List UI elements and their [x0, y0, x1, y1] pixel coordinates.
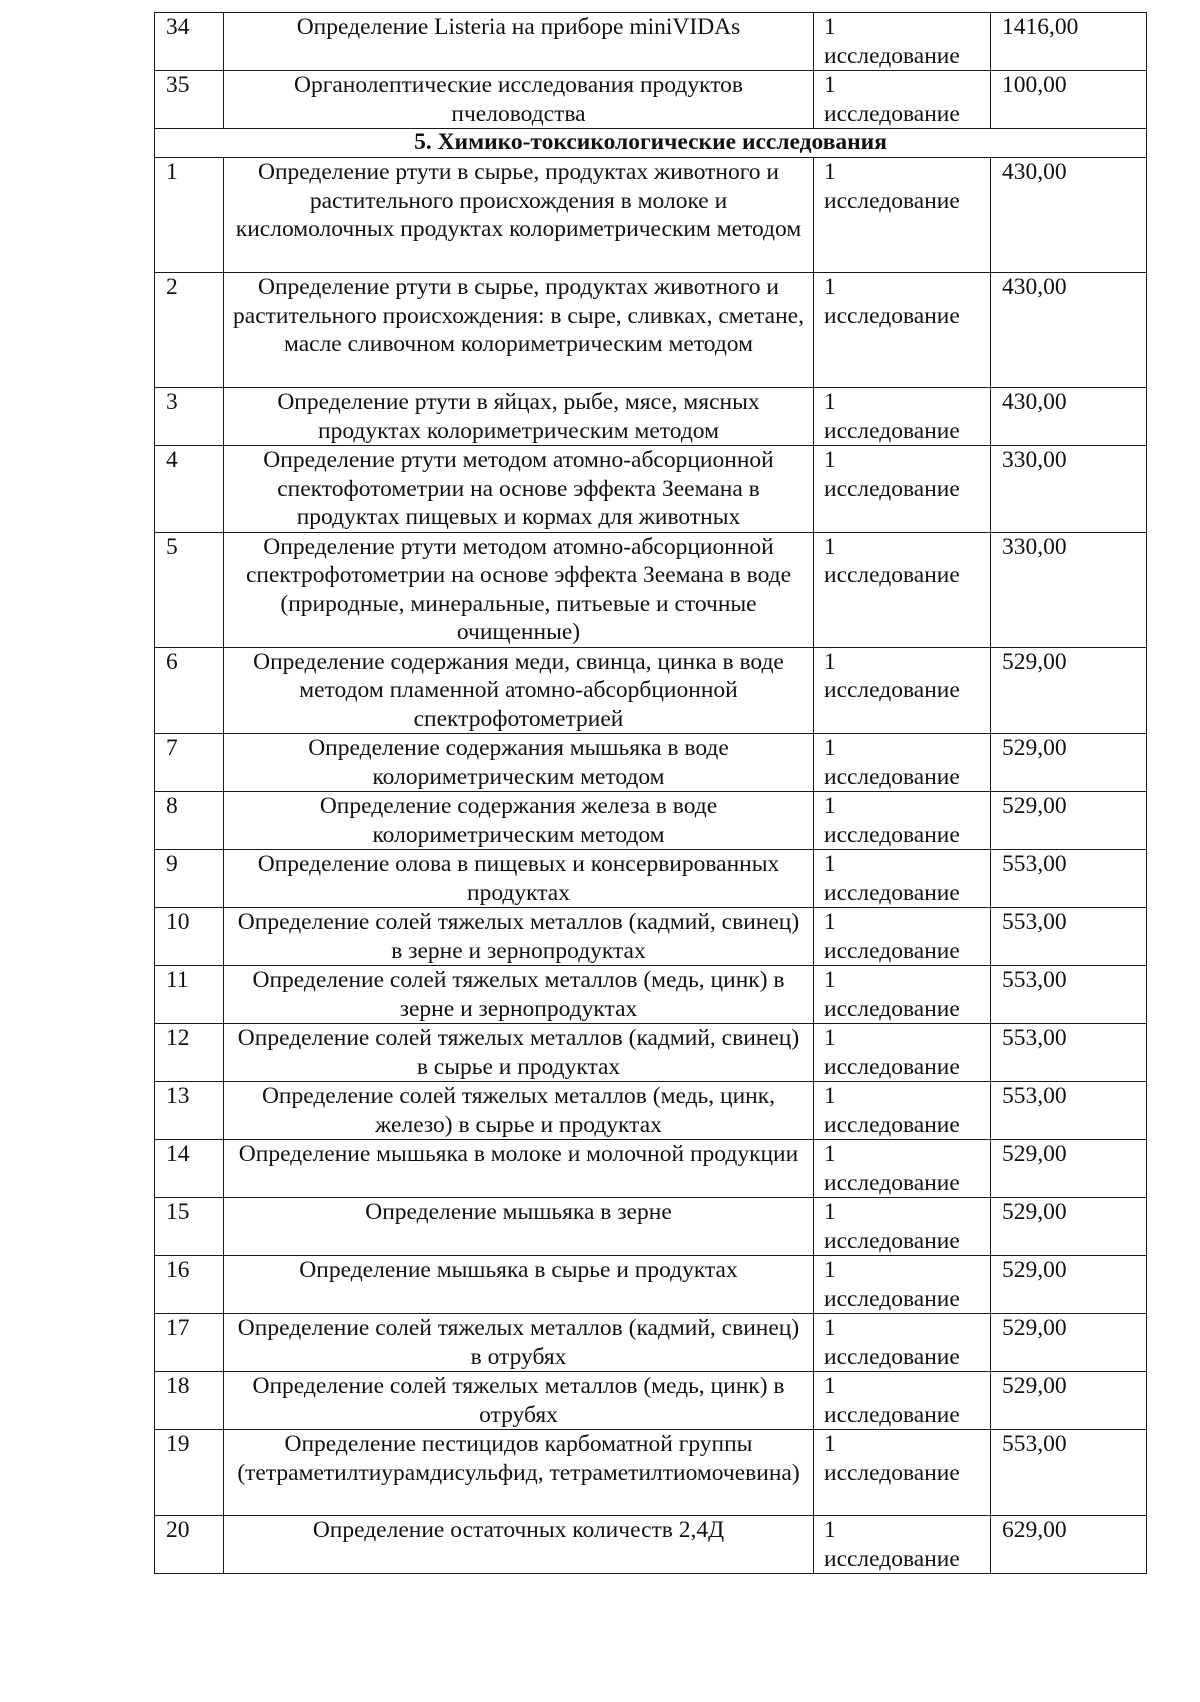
- unit-label: исследование: [824, 1169, 960, 1196]
- unit-quantity: 1: [824, 533, 836, 560]
- unit-label: исследование: [824, 879, 960, 906]
- price: 529,00: [991, 734, 1147, 792]
- unit-quantity: 1: [824, 1373, 836, 1399]
- price-list-table: [154, 12, 1147, 1574]
- table-row: [155, 908, 1147, 966]
- price: 553,00: [991, 850, 1147, 908]
- row-number: 35: [155, 71, 224, 129]
- service-name: Определение солей тяжелых металлов (медь, цинк) в зерне и зернопродуктах: [224, 966, 814, 1024]
- table-row: [155, 1516, 1147, 1574]
- service-name: Определение мышьяка в зерне: [224, 1198, 814, 1256]
- unit-label: исследование: [824, 475, 960, 502]
- row-number: 9: [155, 850, 224, 908]
- price: 553,00: [991, 1430, 1147, 1516]
- row-number: 12: [155, 1024, 224, 1082]
- row-number: 3: [155, 388, 224, 446]
- unit-quantity: 1: [824, 735, 836, 761]
- table-row: [155, 13, 1147, 71]
- unit-cell: [814, 734, 991, 792]
- unit-cell: [814, 908, 991, 966]
- table-row: [155, 1024, 1147, 1082]
- service-name: Определение солей тяжелых металлов (медь, цинк) в отрубях: [224, 1372, 814, 1430]
- unit-quantity: 1: [824, 793, 836, 819]
- unit-cell: [814, 1430, 991, 1516]
- unit-cell: [814, 792, 991, 850]
- row-number: 34: [155, 13, 224, 71]
- service-name: Определение ртути в сырье, продуктах животного и растительного происхождения: в сыре, сливках, сметане, масле сливочном колориметрическим методом: [224, 273, 814, 388]
- unit-quantity: 1: [824, 1431, 836, 1457]
- service-name: Определение мышьяка в сырье и продуктах: [224, 1256, 814, 1314]
- row-number: 6: [155, 647, 224, 734]
- unit-cell: [814, 1140, 991, 1198]
- unit-quantity: 1: [824, 909, 836, 935]
- unit-quantity: 1: [824, 1315, 836, 1341]
- unit-cell: [814, 532, 991, 647]
- unit-quantity: 1: [824, 14, 836, 40]
- unit-label: исследование: [824, 187, 960, 214]
- service-name: Определение ртути методом атомно-абсорционной спектрофотометрии на основе эффекта Зеемана в воде (природные, минеральные, питьевые и сточные очищенные): [224, 532, 814, 647]
- unit-label: исследование: [824, 1401, 960, 1428]
- table-row: [155, 446, 1147, 533]
- table-row: [155, 792, 1147, 850]
- unit-label: исследование: [824, 42, 960, 69]
- unit-quantity: 1: [824, 72, 836, 98]
- unit-quantity: 1: [824, 1257, 836, 1283]
- unit-label: исследование: [824, 302, 960, 329]
- row-number: 17: [155, 1314, 224, 1372]
- price: 529,00: [991, 647, 1147, 734]
- unit-cell: [814, 1372, 991, 1430]
- unit-label: исследование: [824, 1053, 960, 1080]
- row-number: 20: [155, 1516, 224, 1574]
- table-row: [155, 388, 1147, 446]
- unit-cell: [814, 647, 991, 734]
- price: 629,00: [991, 1516, 1147, 1574]
- unit-quantity: 1: [824, 1025, 836, 1051]
- service-name: Определение ртути в сырье, продуктах животного и растительного происхождения в молоке и кисломолочных продуктах колориметрическим методом: [224, 158, 814, 273]
- row-number: 1: [155, 158, 224, 273]
- unit-quantity: 1: [824, 1199, 836, 1225]
- table-row: [155, 532, 1147, 647]
- row-number: 8: [155, 792, 224, 850]
- unit-label: исследование: [824, 1343, 960, 1370]
- unit-quantity: 1: [824, 1083, 836, 1109]
- table-row: [155, 158, 1147, 273]
- unit-label: исследование: [824, 995, 960, 1022]
- price: 529,00: [991, 1140, 1147, 1198]
- unit-label: исследование: [824, 677, 960, 703]
- table-row: [155, 1082, 1147, 1140]
- service-name: Определение Listeria на приборе miniVIDAs: [224, 13, 814, 71]
- price: 430,00: [991, 158, 1147, 273]
- service-name: Определение пестицидов карбоматной группы (тетраметилтиурамдисульфид, тетраметилтиомочевина): [224, 1430, 814, 1516]
- service-name: Определение солей тяжелых металлов (медь, цинк, железо) в сырье и продуктах: [224, 1082, 814, 1140]
- unit-quantity: 1: [824, 967, 836, 993]
- unit-cell: [814, 966, 991, 1024]
- unit-cell: [814, 1024, 991, 1082]
- table-row: [155, 1198, 1147, 1256]
- table-row: [155, 734, 1147, 792]
- unit-cell: [814, 1082, 991, 1140]
- unit-quantity: 1: [824, 159, 836, 185]
- unit-label: исследование: [824, 1227, 960, 1254]
- unit-quantity: 1: [824, 851, 836, 877]
- service-name: Определение остаточных количеств 2,4Д: [224, 1516, 814, 1574]
- price: 529,00: [991, 1314, 1147, 1372]
- service-name: Органолептические исследования продуктов пчеловодства: [224, 71, 814, 129]
- unit-cell: [814, 388, 991, 446]
- row-number: 14: [155, 1140, 224, 1198]
- unit-quantity: 1: [824, 648, 836, 675]
- table-row: [155, 71, 1147, 129]
- price: 100,00: [991, 71, 1147, 129]
- table-row: [155, 1314, 1147, 1372]
- unit-label: исследование: [824, 821, 960, 848]
- unit-quantity: 1: [824, 1517, 836, 1543]
- unit-label: исследование: [824, 562, 960, 588]
- price: 430,00: [991, 388, 1147, 446]
- section-row: [155, 129, 1147, 158]
- price: 529,00: [991, 1372, 1147, 1430]
- price: 430,00: [991, 273, 1147, 388]
- service-name: Определение олова в пищевых и консервированных продуктах: [224, 850, 814, 908]
- table-row: [155, 966, 1147, 1024]
- price: 529,00: [991, 792, 1147, 850]
- service-name: Определение ртути методом атомно-абсорционной спектофотометрии на основе эффекта Зеемана в продуктах пищевых и кормах для животных: [224, 446, 814, 533]
- unit-quantity: 1: [824, 447, 836, 473]
- unit-cell: [814, 71, 991, 129]
- unit-cell: [814, 1198, 991, 1256]
- unit-label: исследование: [824, 100, 960, 127]
- unit-quantity: 1: [824, 389, 836, 415]
- service-name: Определение содержания мышьяка в воде колориметрическим методом: [224, 734, 814, 792]
- service-name: Определение солей тяжелых металлов (кадмий, свинец) в сырье и продуктах: [224, 1024, 814, 1082]
- table-row: [155, 273, 1147, 388]
- unit-label: исследование: [824, 1459, 960, 1486]
- price: 553,00: [991, 1082, 1147, 1140]
- price: 330,00: [991, 446, 1147, 533]
- unit-cell: [814, 1314, 991, 1372]
- service-name: Определение солей тяжелых металлов (кадмий, свинец) в отрубях: [224, 1314, 814, 1372]
- service-name: Определение мышьяка в молоке и молочной продукции: [224, 1140, 814, 1198]
- unit-cell: [814, 1516, 991, 1574]
- table-row: [155, 850, 1147, 908]
- unit-cell: [814, 13, 991, 71]
- price: 529,00: [991, 1198, 1147, 1256]
- price: 553,00: [991, 908, 1147, 966]
- unit-cell: [814, 1256, 991, 1314]
- row-number: 5: [155, 532, 224, 647]
- row-number: 10: [155, 908, 224, 966]
- row-number: 4: [155, 446, 224, 533]
- price: 1416,00: [991, 13, 1147, 71]
- unit-quantity: 1: [824, 274, 836, 300]
- unit-cell: [814, 158, 991, 273]
- row-number: 18: [155, 1372, 224, 1430]
- unit-cell: [814, 850, 991, 908]
- unit-cell: [814, 273, 991, 388]
- table-row: [155, 647, 1147, 734]
- row-number: 19: [155, 1430, 224, 1516]
- row-number: 16: [155, 1256, 224, 1314]
- service-name: Определение ртути в яйцах, рыбе, мясе, мясных продуктах колориметрическим методом: [224, 388, 814, 446]
- unit-label: исследование: [824, 937, 960, 964]
- price: 553,00: [991, 966, 1147, 1024]
- price: 553,00: [991, 1024, 1147, 1082]
- price: 330,00: [991, 532, 1147, 647]
- row-number: 7: [155, 734, 224, 792]
- row-number: 11: [155, 966, 224, 1024]
- section-title: 5. Химико-токсикологические исследования: [155, 129, 1147, 158]
- unit-label: исследование: [824, 1285, 960, 1312]
- table-row: [155, 1430, 1147, 1516]
- table-row: [155, 1140, 1147, 1198]
- service-name: Определение содержания меди, свинца, цинка в воде методом пламенной атомно-абсорбционной спектрофотометрией: [224, 647, 814, 734]
- service-name: Определение солей тяжелых металлов (кадмий, свинец) в зерне и зернопродуктах: [224, 908, 814, 966]
- row-number: 2: [155, 273, 224, 388]
- table-row: [155, 1256, 1147, 1314]
- unit-label: исследование: [824, 1111, 960, 1138]
- row-number: 15: [155, 1198, 224, 1256]
- price: 529,00: [991, 1256, 1147, 1314]
- unit-cell: [814, 446, 991, 533]
- service-name: Определение содержания железа в воде колориметрическим методом: [224, 792, 814, 850]
- unit-label: исследование: [824, 763, 960, 790]
- unit-label: исследование: [824, 1545, 960, 1572]
- table-row: [155, 1372, 1147, 1430]
- unit-label: исследование: [824, 417, 960, 444]
- row-number: 13: [155, 1082, 224, 1140]
- unit-quantity: 1: [824, 1141, 836, 1167]
